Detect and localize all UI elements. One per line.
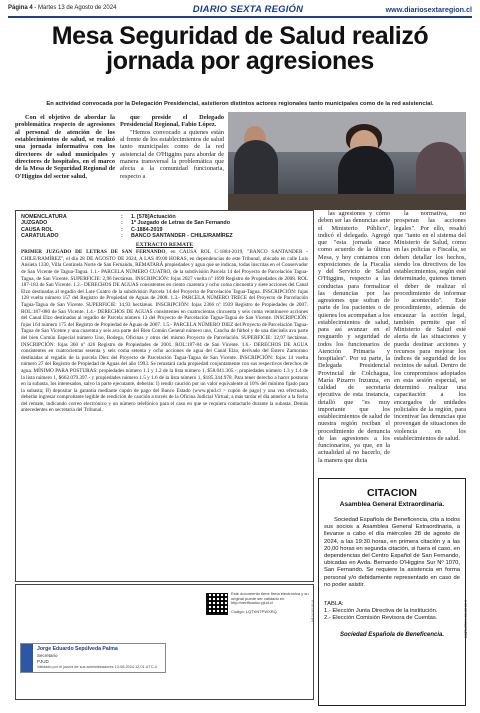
meta-value: C-1884-2019 xyxy=(131,226,163,233)
meta-value: BANCO SANTANDER - CHILE/RAMÍREZ xyxy=(131,233,233,240)
signer-institution: PJUD xyxy=(37,659,49,664)
meta-value: 1º Juzgado de Letras de San Fernando xyxy=(131,220,231,227)
agenda-item: 2.- Elección Comisión Revisora de Cuentas. xyxy=(324,615,438,622)
page-number: Página 4 - Martes 13 de Agosto de 2024 xyxy=(8,5,117,11)
article-text-4: la normativa, no prosperan las acciones legales". Por ello, resaltó que "tanto en el sistema del Ministerio de Salud, como en las policías o Fiscalía, se deben detallar los hechos, siendo los directivos de los establecimientos, según esté determinado, quienes tienen el deber de realizar el procedimiento de informar lo acontecido". Este procedimiento, además de encauzar la acción legal, también permite que el Ministerio de Salud esté alerta de las situaciones y pueda destinar acciones y recursos para mejorar los índices de seguridad de los recintos de salud. Dentro de los compromisos adoptados en esta sesión especial, se determinó realizar una capacitación a los encargados de unidades policiales de la región, para incentivar las denuncias que provengan de situaciones de violencia en los establecimientos de salud. xyxy=(394,210,466,442)
article-column-2 xyxy=(120,114,224,180)
signer-role: Secretario xyxy=(37,653,58,658)
verification-code: Código: LQTKNTPWXRQ xyxy=(231,609,277,614)
citation-body: Sociedad Española de Beneficencia, cita a todos sus socios a Asamblea General Extraordinaria, a llevarse a cabo el día miércoles 28 de agosto de 2024, a las 19:30 horas, en primera citación y a las 20,00 horas en segunda citación, si fuera el caso, en dependencias del Centro Español de San Fernando, ubicadas en Avda. Bernardo O'Higgins Sur Nº 1070, San Fernando. Se requiere la asistencia en forma personal y/o debidamente representado en caso de no poder asistir. xyxy=(324,517,460,588)
side-code-right: NMRUZ5XX-00-00 00 0 xyxy=(464,600,468,639)
article-column-4 xyxy=(394,210,466,442)
article-text-2a: que preside el Delegado Presidencial Regional, Fabio López. xyxy=(120,114,224,129)
legal-title: EXTRACTO REMATE xyxy=(135,241,194,248)
meta-value: 1. [578]Actuación xyxy=(131,214,176,220)
signer-note: Validado por el juez/a de sus administradores 13-08-2024 12:01 UTC-4 xyxy=(37,665,157,669)
agenda-label: TABLA: xyxy=(324,601,344,608)
article-text-1: Con el objetivo de abordar la problemática respecto de agresiones al personal de atención de los establecimientos de salud, se realizó una jornada informativa con los directores de salud municipales y directores de hospitales, en el marco de la Mesa de Seguridad Regional de O'Higgins del sector salud, xyxy=(15,114,115,180)
article-column-3 xyxy=(318,210,390,464)
agenda-item: 1.- Elección Junta Directiva de la institución. xyxy=(324,608,438,615)
citation-agenda xyxy=(324,601,460,623)
electronic-signature-stamp xyxy=(20,643,166,673)
stamp-bar xyxy=(21,644,33,672)
citation-notice xyxy=(318,478,466,706)
article-photo xyxy=(228,112,466,210)
article-headline: Mesa Seguridad de Salud realizó jornada por agresiones xyxy=(51,22,429,75)
article-text-2b: "Hemos convocado a quienes están al frente de los establecimientos de salud tanto municipales como de la red asistencial de O'Higgins para abordar de manera transversal la problemática que afecta a la comunidad funcionaria, respecto a xyxy=(120,128,224,180)
meta-key: JUZGADO xyxy=(21,220,48,227)
citation-signature: Sociedad Española de Beneficencia. xyxy=(339,631,445,638)
citation-title: CITACION xyxy=(367,487,417,499)
page-header xyxy=(8,4,472,18)
meta-key: CARATULADO xyxy=(21,233,59,240)
qr-code-icon[interactable] xyxy=(206,593,228,615)
legal-body: PRIMER JUZGADO DE LETRAS DE SAN FERNANDO, en CAUSA ROL C-1884-2019, "BANCO SANTANDER - CHILE/RAMÍREZ", el día 28 DE AGOSTO DE 2024, A LAS 09:00 HORAS, en dependencias de este Tribunal, ubicado en calle Luis Ansieta 1330, Villa Centinela Norte de San Fernando, REMATARÁ propiedades y agua que se indican, todas inscritas en el Conservador de San Vicente de Tagua-Tagua. 1.1.- PARCELA NÚMERO CUATRO, de la subdivisión Parcela 14 del Proyecto de Parcelación Tagua-Tagua, de San Vicente. SUPERFICIE: 2,96 hectáreas. INSCRIPCIÓN: fojas 2027 vuelta nº 1699 Registro de Propiedades de 2008. ROL 187-183 de San Vicente. 1.2.- DERECHOS DE AGUAS consistentes en ciento cuarenta y ocho coma cincuenta y siete acciones del Canal Elzo destinadas al regadío del Lote Cuatro de la subdivisión Parcela 14 del Proyecto de Parcelación Tagua-Tagua. INSCRIPCIÓN: fojas 128 vuelta número 157 del Registro de Propiedad de Aguas de 2008. 1.3.- PARCELA NÚMERO TRECE del Proyecto de Parcelación Tagua-Tagua de San Vicente. SUPERFICIE: 14,93 hectáreas. INSCRIPCIÓN: fojas 2366 nº 1939 Registro de Propiedades de 2007. ROL:187-080 de San Vicente. 1.4.- DERECHOS DE AGUAS consistentes en cuatrocientas cincuenta y seis coma veintinueve acciones del Canal Elzo destinadas al regadío de Parcela número 13 del Proyecto de Parcelación Tagua-Tagua de San Vicente. INSCRIPCIÓN: fojas 164 número 175 del Registro de Propiedad de Aguas de 2007. 1.5.- PARCELA NÚMERO DIEZ del Proyecto de Parcelación Tagua-Tagua de San Vicente y una cuarenta y seis ava parte del Bien Común General número uno, Cancha de fútbol y de una dieciséis ava parte del bien Común Especial número Uno, Bodega, Oficinas y otros del mismo Proyecto de Parcelación. SUPERFICIE: 12,97 hectáreas. INSCRIPCIÓN: fojas 360 nº 426 Registro de Propiedades de 2001. ROL:187-84 de San Vicente. 1.6.- DERECHOS DE AGUA consistentes en cuatrocientas sesenta y seis coma setenta y ocho acciones de agua del Canal Elzo, derivado del Estero Zamorano destinadas al regadío de la parcela Diez del Proyecto de Parcelación Tagua-Tagua de San Vicente. INSCRIPCIÓN: fojas 14 vuelta número 27 del Registro de Propiedad de Aguas del año 1993. Se rematará cada propiedad conjuntamente con sus respectivos derechos de agua. MÍNIMO PARA POSTURAS: propiedades número 1.1 y 1.2 de la lista número 1, $58.041.305.-; propiedades número 1.3 y 1.4 de la lista número 1, $662.079.397.- y propiedades número 1.5 y 1.6 de la lista número 1, $185.344.978. Para tener derecho a hacer posturas en la subasta, los interesados, salvo la parte ejecutante, deberán: I) rendir caución por un valor equivalente al 10% del mínimo fijado para la subasta; II) depositar la garantía mediante cupón de pago del Banco Estado (www.pjud.cl > cupón de pago) y una vez efectuado, deberán ingresar comprobante legible de rendición de caución a través de la Oficina Judicial Virtual, a más tardar el día anterior a la fecha del remate, indicando correo electrónico y un número telefónico para el caso en que se requiera contactarle durante la subasta. Demás antecedentes en secretaría del Tribunal. xyxy=(21,249,309,414)
meta-key: NOMENCLATURA xyxy=(21,214,67,220)
newspaper-brand: DIARIO SEXTA REGIÓN xyxy=(192,4,304,15)
website-link[interactable]: www.diariosextaregion.cl xyxy=(385,5,472,14)
side-code-left: Nº 14 01 01 0 xyxy=(311,600,315,622)
article-column-1 xyxy=(15,114,115,180)
meta-key: CAUSA ROL xyxy=(21,226,53,233)
article-lead: En actividad convocada por la Delegación Presidencial, asistieron distintos actores regionales tanto municipales como de la red asistencial. xyxy=(46,101,434,107)
legal-notice xyxy=(15,210,314,582)
article-text-3: las agresiones y cómo deben ser las denuncias ante el Ministerio Público", indicó el delegado. Agregó que "esta jornada nace como acuerdo de la última Mesa, y hoy contamos con exposiciones de la Fiscalía y del Servicio de Salud O'Higgins, respecto a las conductas para formalizar las denuncias por las agresiones que sufran de parte de los pacientes o de quienes los acompañan a los establecimientos de salud, para así avanzar en el resguardo y seguridad de todos los funcionarios de Atención Primaria y hospitales". Por su parte, la Delegada Presidencial Provincial de Colchagua, María Pizarro Inzunza, en calidad de secretaria ejecutiva de esta instancia, detalló que "es muy importante que los establecimientos de salud de nuestra región reciban el procedimiento de denuncia de las agresiones a los funcionarios, ya que, en la actualidad al no hacerlo, de la manera que dicta xyxy=(318,210,390,464)
signer-name: Jorge Eduardo Sepúlveda Palma xyxy=(37,646,118,652)
signature-box xyxy=(15,584,314,700)
verification-text: Este documento tiene firma electrónica y su original puede ser validado en http://verificadoc.pjud.cl xyxy=(231,591,309,606)
case-metadata: NOMENCLATURA : 1. [578]Actuación JUZGADO : 1º Juzgado de Letras de San Fernando CAUSA ROL : C-1884-2019 CARATULADO : BANCO SANTANDER - CHILE/RAMÍREZ xyxy=(21,214,308,240)
citation-subtitle: Asamblea General Extraordinaria. xyxy=(339,501,445,508)
